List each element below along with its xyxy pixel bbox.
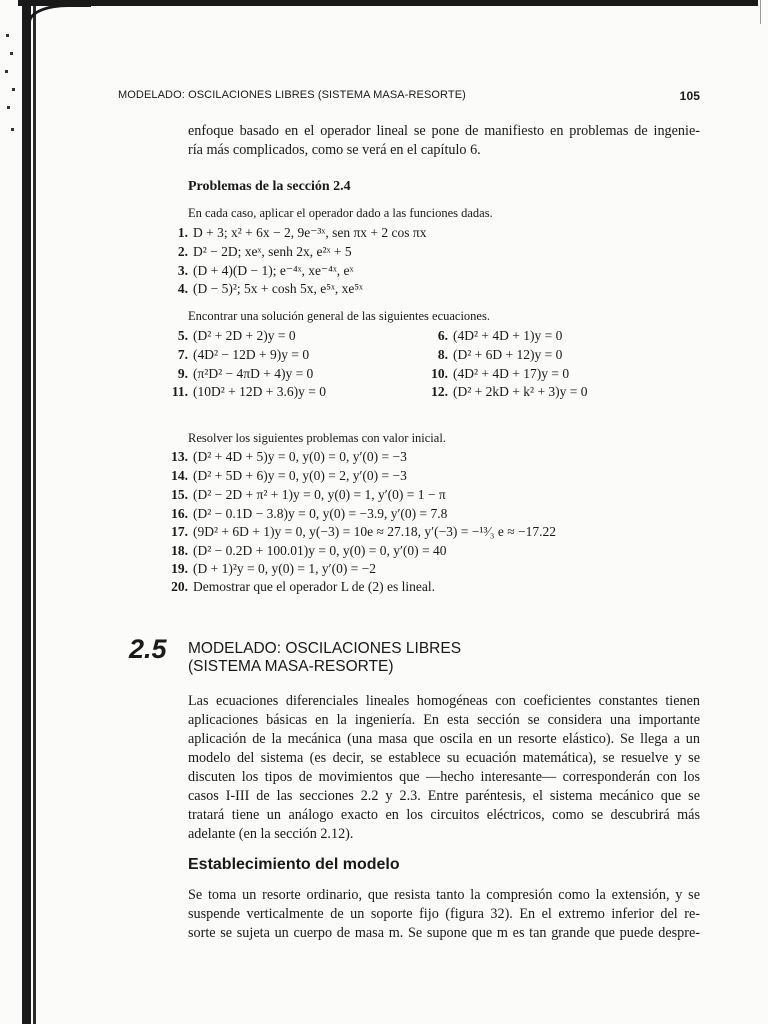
problem-number: 6.	[437, 328, 448, 343]
problem-item	[168, 384, 326, 400]
problems-heading: Problemas de la sección 2.4	[188, 179, 351, 194]
paragraph-line: Las ecuaciones diferenciales lineales homogéneas con coeficientes constantes tienen	[188, 693, 700, 709]
paragraph-line: suspende verticalmente de un soporte fijo (figura 32). En el extremo inferior del re-	[188, 906, 700, 922]
problem-number: 20.	[171, 579, 188, 594]
group2-instruction: Encontrar una solución general de las siguientes ecuaciones.	[188, 309, 490, 323]
problem-item	[168, 328, 296, 344]
book-binding-edge	[0, 0, 48, 1024]
section-title-line: MODELADO: OSCILACIONES LIBRES	[188, 640, 462, 657]
problem-item	[428, 366, 569, 382]
problem-text: D + 3; x² + 6x − 2, 9e⁻³ˣ, sen πx + 2 cos πx	[193, 225, 427, 240]
problem-text: (D + 1)²y = 0, y(0) = 1, y′(0) = −2	[193, 561, 377, 576]
subsection-paragraph	[188, 886, 700, 943]
running-head	[118, 89, 700, 105]
page-number: 105	[679, 89, 700, 103]
problem-item	[168, 561, 376, 577]
problem-text: D² − 2D; xeˣ, senh 2x, e²ˣ + 5	[193, 244, 352, 259]
problem-text: (4D² + 4D + 1)y = 0	[453, 328, 563, 343]
problem-item	[168, 347, 309, 363]
problem-number: 19.	[171, 561, 188, 576]
problem-text: (D² − 0.1D − 3.8)y = 0, y(0) = −3.9, y′(0) = 7.8	[193, 506, 448, 521]
subsection-title: Establecimiento del modelo	[188, 856, 400, 873]
problem-item	[168, 263, 353, 279]
problem-item	[428, 384, 588, 400]
paragraph-line: modelo del sistema (es decir, se establece su ecuación matemática), se resuelve y se	[188, 750, 700, 766]
problem-item	[168, 524, 556, 540]
binding-inner-line	[33, 6, 36, 1024]
problem-number: 3.	[177, 263, 188, 278]
problem-text: (π²D² − 4πD + 4)y = 0	[193, 366, 314, 381]
problem-number: 14.	[171, 468, 188, 483]
group3-instruction: Resolver los siguientes problemas con valor inicial.	[188, 431, 446, 445]
problem-number: 5.	[177, 328, 188, 343]
problem-item	[428, 347, 562, 363]
top-scan-edge	[18, 0, 758, 6]
problem-item	[168, 244, 352, 260]
problem-item	[168, 225, 426, 241]
intro-line: ría más complicados, como se verá en el capítulo 6.	[188, 142, 481, 158]
paragraph-line: aplicaciones básicas en la ingeniería. En esta sección se considera una importante	[188, 712, 700, 728]
section-paragraph	[188, 692, 700, 844]
problem-number: 2.	[177, 244, 188, 259]
problem-text: (4D² − 12D + 9)y = 0	[193, 347, 310, 362]
paragraph-line: adelante (en la sección 2.12).	[188, 826, 354, 842]
problem-text: (4D² + 4D + 17)y = 0	[453, 366, 570, 381]
problem-item	[428, 328, 562, 344]
problem-number: 11.	[171, 384, 188, 399]
group1-instruction: En cada caso, aplicar el operador dado a las funciones dadas.	[188, 206, 493, 220]
problem-text: (10D² + 12D + 3.6)y = 0	[193, 384, 327, 399]
paragraph-line: tratará tiene un análogo exacto en los circuitos eléctricos, como se descubrirá más	[188, 807, 700, 823]
binding-band	[22, 0, 31, 1024]
problem-item	[168, 468, 407, 484]
problem-number: 9.	[177, 366, 188, 381]
intro-paragraph	[188, 122, 700, 160]
problem-text: (D² + 6D + 12)y = 0	[453, 347, 563, 362]
problem-number: 8.	[437, 347, 448, 362]
scan-specks	[4, 30, 18, 150]
problem-number: 4.	[177, 281, 188, 296]
running-head-title: MODELADO: OSCILACIONES LIBRES (SISTEMA MASA-RESORTE)	[118, 89, 466, 101]
paragraph-line: sorte se sujeta un cuerpo de masa m. Se supone que m es tan grande que puede despre-	[188, 925, 700, 941]
problem-number: 10.	[431, 366, 448, 381]
section-title	[188, 640, 461, 676]
intro-line: enfoque basado en el operador lineal se pone de manifiesto en problemas de ingenie-	[188, 123, 700, 139]
problem-item	[168, 579, 435, 595]
section-title-line: (SISTEMA MASA-RESORTE)	[188, 658, 394, 675]
problem-item	[168, 543, 447, 559]
problem-text: (D² − 2D + π² + 1)y = 0, y(0) = 1, y′(0) = 1 − π	[193, 487, 446, 502]
paragraph-line: discuten los tipos de movimientos que —hecho interesante— corresponderán con los	[188, 769, 700, 785]
problem-item	[168, 449, 407, 465]
problem-text: (D + 4)(D − 1); e⁻⁴ˣ, xe⁻⁴ˣ, eˣ	[193, 263, 354, 278]
problem-text: (9D² + 6D + 1)y = 0, y(−3) = 10e ≈ 27.18, y′(−3) = −¹³⁄₃ e ≈ −17.22	[193, 524, 556, 539]
problem-item	[168, 487, 446, 503]
problem-text: (D − 5)²; 5x + cosh 5x, e⁵ˣ, xe⁵ˣ	[193, 281, 363, 296]
problem-item	[168, 281, 363, 297]
problem-number: 7.	[177, 347, 188, 362]
problem-text: (D² + 5D + 6)y = 0, y(0) = 2, y′(0) = −3	[193, 468, 407, 483]
problem-number: 17.	[171, 524, 188, 539]
problem-text: Demostrar que el operador L de (2) es lineal.	[193, 579, 436, 594]
problem-number: 18.	[171, 543, 188, 558]
right-scan-mark	[760, 0, 761, 24]
section-number: 2.5	[129, 634, 167, 664]
problem-item	[168, 506, 447, 522]
paragraph-line: casos I-III de las secciones 2.2 y 2.3. Entre paréntesis, el sistema mecánico que se	[188, 788, 700, 804]
problem-text: (D² + 2D + 2)y = 0	[193, 328, 296, 343]
paragraph-line: aplicación de la mecánica (una masa que oscila en un resorte elástico). Se llega a un	[188, 731, 700, 747]
problem-text: (D² + 2kD + k² + 3)y = 0	[453, 384, 588, 399]
problem-number: 16.	[171, 506, 188, 521]
problem-number: 15.	[171, 487, 188, 502]
problem-number: 1.	[177, 225, 188, 240]
problem-item	[168, 366, 313, 382]
problem-number: 12.	[431, 384, 448, 399]
problem-text: (D² + 4D + 5)y = 0, y(0) = 0, y′(0) = −3	[193, 449, 407, 464]
problem-text: (D² − 0.2D + 100.01)y = 0, y(0) = 0, y′(0) = 40	[193, 543, 447, 558]
problem-number: 13.	[171, 449, 188, 464]
paragraph-line: Se toma un resorte ordinario, que resista tanto la compresión como la extensión, y se	[188, 887, 700, 903]
